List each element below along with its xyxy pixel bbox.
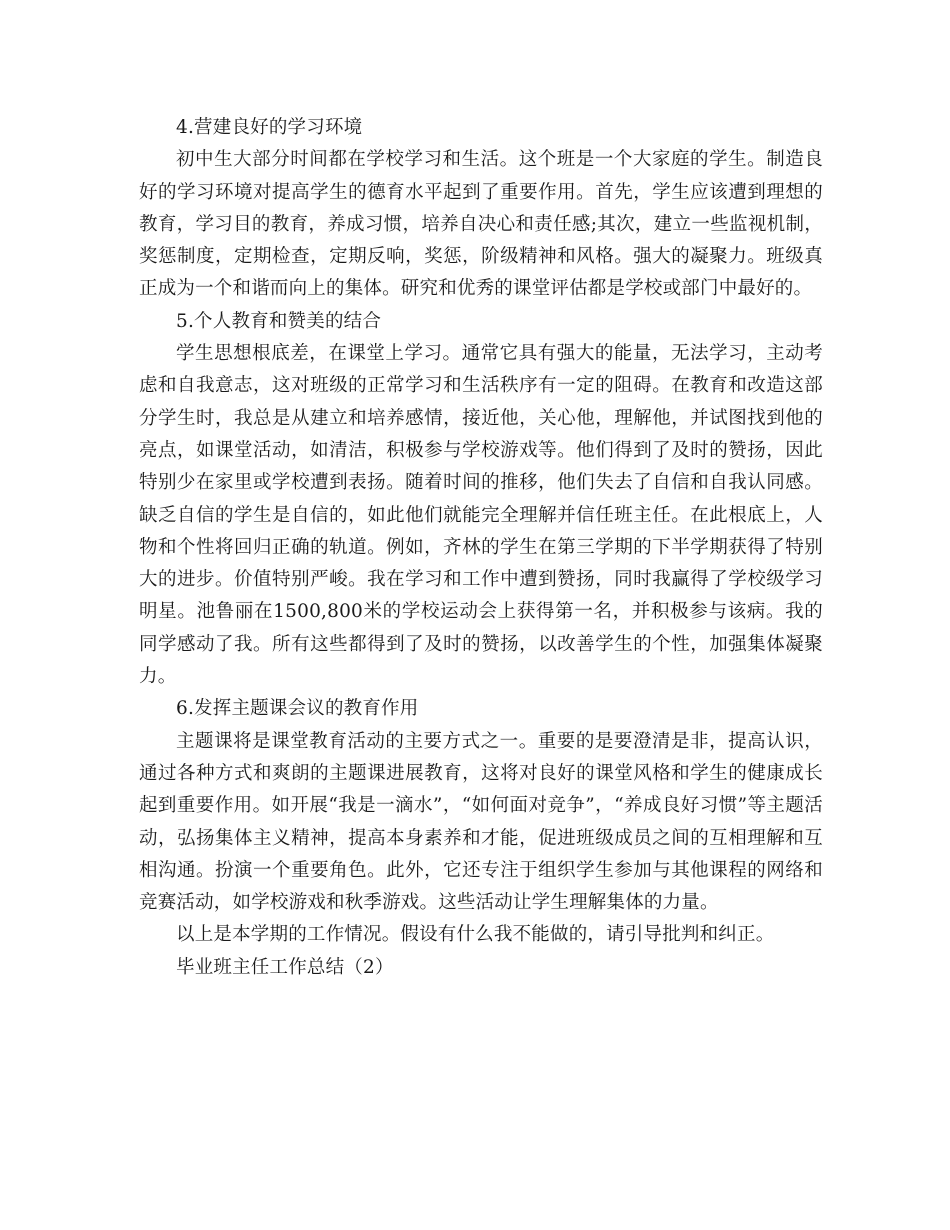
section-heading-4: 4.营建良好的学习环境 bbox=[176, 117, 363, 138]
next-section-title: 毕业班主任工作总结（2） bbox=[176, 956, 394, 978]
paragraph-individual-education: 学生思想根底差，在课堂上学习。通常它具有强大的能量，无法学习，主动考虑和自我意志，这对班级的正常学习和生活秩序有一定的阻碍。在教育和改造这部分学生时，我总是从建立和培养感情，接近他，关心他，理解他，并试图找到他的亮点，如课堂活动，如清洁，积极参与学校游戏等。他们得到了及时的赞扬，因此特别少在家里或学校遭到表扬。随着时间的推移，他们失去了自信和自我认同感。缺乏自信的学生是自信的，如此他们就能完全理解并信任班主任。在此根底上，人物和个性将回归正确的轨道。例如，齐林的学生在第三学期的下半学期获得了特别大的进步。价值特别严峻。我在学习和工作中遭到赞扬，同时我赢得了学校级学习明星。池鲁丽在1500,800米的学校运动会上获得第一名，并积极参与该病。我的同学感动了我。所有这些都得到了及时的赞扬，以改善学生的个性，加强集体凝聚力。 bbox=[139, 343, 823, 688]
paragraph-conclusion: 以上是本学期的工作情况。假设有什么我不能做的，请引导批判和纠正。 bbox=[176, 924, 775, 946]
section-heading-6: 6.发挥主题课会议的教育作用 bbox=[176, 698, 419, 720]
paragraph-theme-class: 主题课将是课堂教育活动的主要方式之一。重要的是要澄清是非，提高认识，通过各种方式和爽朗的主题课进展教育，这将对良好的课堂风格和学生的健康成长起到重要作用。如开展“我是一滴水”，“如何面对竞争”，“养成良好习惯”等主题活动，弘扬集体主义精神，提高本身素养和才能，促进班级成员之间的互相理解和互相沟通。扮演一个重要角色。此外，它还专注于组织学生参加与其他课程的网络和竞赛活动，如学校游戏和秋季游戏。这些活动让学生理解集体的力量。 bbox=[139, 730, 823, 914]
section-heading-5: 5.个人教育和赞美的结合 bbox=[176, 310, 382, 332]
document-body bbox=[139, 112, 823, 984]
paragraph-learning-environment: 初中生大部分时间都在学校学习和生活。这个班是一个大家庭的学生。制造良好的学习环境对提高学生的德育水平起到了重要作用。首先，学生应该遭到理想的教育，学习目的教育，养成习惯，培养自决心和责任感;其次，建立一些监视机制，奖惩制度，定期检查，定期反响，奖惩，阶级精神和风格。强大的凝聚力。班级真正成为一个和谐而向上的集体。研究和优秀的课堂评估都是学校或部门中最好的。 bbox=[139, 149, 823, 300]
